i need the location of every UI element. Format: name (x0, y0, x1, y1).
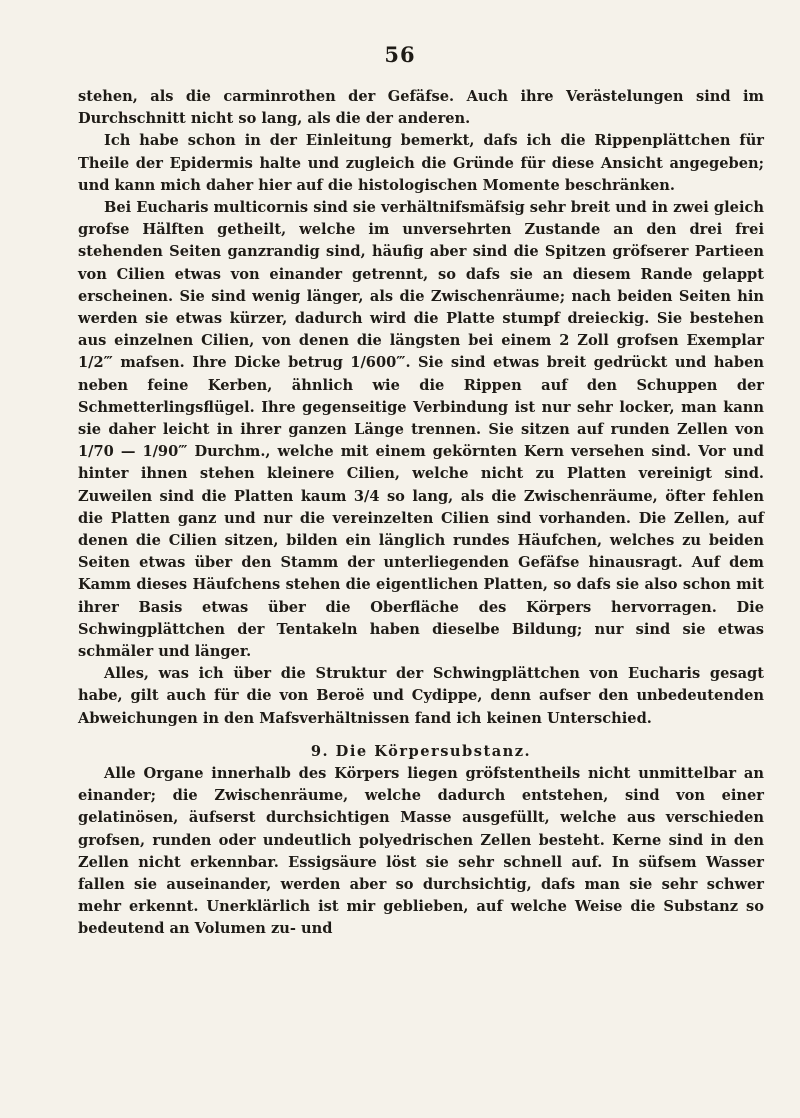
paragraph-eucharis: Bei Eucharis multicornis sind sie verhältnifsmäfsig sehr breit und in zwei gleich grofse Hälften getheilt, welche im unversehrten Zustande an den drei frei stehenden Seiten ganzrandig sind, häufig aber sind die Spitzen gröfserer Partieen von Cilien etwas von einander getrennt, so dafs sie an diesem Rande gelappt erscheinen. Sie sind wenig länger, als die Zwischenräume; nach beiden Seiten hin werden sie etwas kürzer, dadurch wird die Platte stumpf dreieckig. Sie bestehen aus einzelnen Cilien, von denen die längsten bei einem 2 Zoll grofsen Exemplar 1/2‴ mafsen. Ihre Dicke betrug 1/600‴. Sie sind etwas breit gedrückt und haben neben feine Kerben, ähnlich wie die Rippen auf den Schuppen der Schmetterlingsflügel. Ihre gegenseitige Verbindung ist nur sehr locker, man kann sie daher leicht in ihrer ganzen Länge trennen. Sie sitzen auf runden Zellen von 1/70 — 1/90‴ Durchm., welche mit einem gekörnten Kern versehen sind. Vor und hinter ihnen stehen kleinere Cilien, welche nicht zu Platten vereinigt sind. Zuweilen sind die Platten kaum 3/4 so lang, als die Zwischenräume, öfter fehlen die Platten ganz und nur die vereinzelten Cilien sind vorhanden. Die Zellen, auf denen die Cilien sitzen, bilden ein länglich rundes Häufchen, welches zu beiden Seiten etwas über den Stamm der unterliegenden Gefäfse hinausragt. Auf dem Kamm dieses Häufchens stehen die eigentlichen Platten, so dafs sie also schon mit ihrer Basis etwas über die Oberfläche des Körpers hervorragen. Die Schwingplättchen der Tentakeln haben dieselbe Bildung; nur sind sie etwas schmäler und länger. (78, 199, 764, 661)
body-text (78, 86, 764, 941)
paragraph-epidermis: Ich habe schon in der Einleitung bemerkt, dafs ich die Rippenplättchen für Theile der Epidermis halte und zugleich die Gründe für diese Ansicht angegeben; und kann mich daher hier auf die histologischen Momente beschränken. (78, 132, 764, 194)
paragraph-continuation: stehen, als die carminrothen der Gefäfse. Auch ihre Verästelungen sind im Durchschnitt nicht so lang, als die der anderen. (78, 88, 764, 128)
page-number: 56 (384, 42, 416, 67)
section-heading: 9. Die Körpersubstanz. (310, 742, 532, 760)
paragraph-beroe-cydippe: Alles, was ich über die Struktur der Schwingplättchen von Eucharis gesagt habe, gilt auch für die von Beroë und Cydippe, denn aufser den unbedeutenden Abweichungen in den Mafsverhältnissen fand ich keinen Unterschied. (78, 665, 764, 727)
paragraph-koerpersubstanz: Alle Organe innerhalb des Körpers liegen gröfstentheils nicht unmittelbar an einander; die Zwischenräume, welche dadurch entstehen, sind von einer gelatinösen, äufserst durchsichtigen Masse ausgefüllt, welche aus verschieden grofsen, runden oder undeutlich polyedrischen Zellen besteht. Kerne sind in den Zellen nicht erkennbar. Essigsäure löst sie sehr schnell auf. In süfsem Wasser fallen sie auseinander, werden aber so durchsichtig, dafs man sie sehr schwer mehr erkennt. Unerklärlich ist mir geblieben, auf welche Weise die Substanz so bedeutend an Volumen zu- und (78, 764, 764, 938)
